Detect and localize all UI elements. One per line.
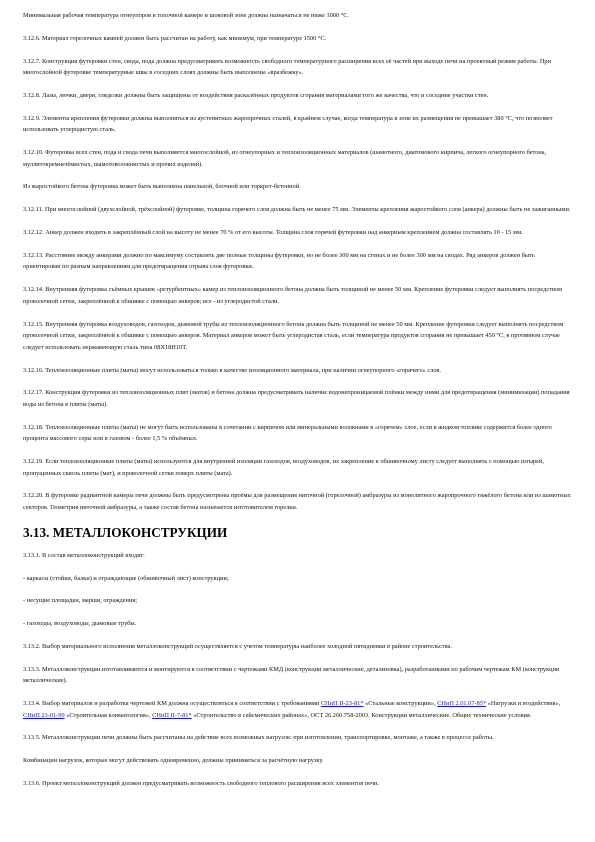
- paragraph-text: 3.13.3. Металлоконструкции изготавливаются и монтируются в соответствии с чертежами КМД (конструкции металлические, детализовка), разработанными по рабочим чертежам КМ (конструкции металлические).: [23, 665, 560, 685]
- paragraph: [23, 90, 573, 102]
- paragraph-text: 3.12.17. Конструкция футеровки из теплоизоляционных плит (матов) и бетона должна предусматривать наличие водонепроницаемой плёнки между ними для предотвращения (минимизации) попадания воды из бетона в плиты (маты).: [23, 389, 570, 408]
- paragraph-text: 3.12.6. Материал горелочных камней должен быть рассчитан на работу, как минимум, при температуре 1500 °С.: [23, 34, 327, 42]
- paragraph: [23, 113, 573, 136]
- paragraph-text: 3.12.19. Если теплоизоляционные плиты (маты) используются для внутренней изоляции газоходов, воздуховодов, их закрепление к обшивочному листу следует выполнять с помощью штырей, пропущенных сквозь плиты (мат), и проволочной сетки поверх плиты (мата).: [23, 458, 544, 477]
- paragraph: [23, 618, 573, 630]
- paragraph-text: 3.12.13. Расстояние между анкерами должно по максимуму составлять две полные толщины футеровки, но не более 300 мм на стенах и не более 300 мм на сводах. Ряд анкеров должен быть ориентирован по разным направлениям для предотвращения отрыва слоя футеровки.: [23, 251, 535, 271]
- paragraph: [23, 641, 573, 653]
- standard-reference-link[interactable]: СНиП 2.01.07-85*: [437, 700, 487, 708]
- paragraph: [23, 550, 573, 562]
- paragraph: [23, 595, 573, 607]
- paragraph: [23, 387, 573, 410]
- paragraph: [23, 365, 573, 377]
- paragraph: [23, 778, 573, 790]
- paragraph: [23, 456, 573, 479]
- paragraph-text: 3.12.10. Футеровка всех стен, пода и свода печи выполняется многослойной, из огнеупорных и теплоизоляционных материалов (шамотного, диатомового кирпича, легкого огнеупорного бетона, муллитокремнезёмистых, шамотоволокнистых и прочих изделий).: [23, 149, 547, 168]
- paragraph: [23, 490, 573, 513]
- standard-reference-link[interactable]: СНиП II-23-81*: [320, 700, 364, 708]
- section-heading: 3.13. МЕТАЛЛОКОНСТРУКЦИИ: [23, 524, 228, 540]
- paragraph: [23, 422, 573, 445]
- paragraph: [23, 732, 573, 744]
- paragraph-text: - газоходы, воздуховоды, дымовые трубы.: [23, 620, 137, 628]
- document-page: [23, 10, 573, 801]
- paragraph-text: - каркасы (стойки, балки) и ограждающие (обшивочный лист) конструкции;: [23, 574, 229, 582]
- paragraph-text: 3.12.8. Лазы, лючки, двери, гляделки должны быть защищены от воздействия раскалённых продуктов сгорания материалами того же качества, что и соседние участки стен.: [23, 91, 489, 99]
- paragraph-text: 3.12.20. В футеровке радиантной камеры печи должны быть предусмотрены проёмы для размещения ниточной (горелочной) амбразуры из монолитного жаропрочного тяжёлого бетона или из шамотных секторов. Геометрия ниточной амбразуры, а также состав бетона назначается изготовителем горелки.: [23, 492, 571, 512]
- standard-reference-link[interactable]: СНиП II-7-81*: [152, 711, 192, 719]
- paragraph: [23, 250, 573, 273]
- paragraph: [23, 755, 573, 767]
- paragraph: [23, 698, 573, 721]
- steel-structures-section: [23, 550, 573, 790]
- paragraph-text: 3.12.11. При многослойной (двухслойной, трёхслойной) футеровке, толщина горячего слоя должна быть не менее 75 мм. Элементы крепления жаростойкого слоя (анкера) должны быть не зажиганными.: [23, 206, 571, 214]
- paragraph-text: 3.12.18. Теплоизоляционные плиты (маты) не могут быть использованы в сочетании с кирпичом или минеральными волокнами в «горячем» слое, если в жидком топливе содержится более одного процента массового серы или в газовом - более 1,5 % объёмных.: [23, 423, 552, 443]
- paragraph-text: Комбинации нагрузок, которые могут действовать одновременно, должны приниматься за расчётную нагрузку.: [23, 757, 324, 765]
- paragraph-text: «Стальные конструкции»,: [363, 700, 438, 708]
- paragraph: [23, 573, 573, 585]
- paragraph: [23, 284, 573, 307]
- paragraph-text: 3.13.4. Выбор материалов и разработка чертежей КМ должна осуществляться в соответствии с требованиями: [23, 700, 321, 708]
- paragraph: [23, 227, 573, 239]
- paragraph: [23, 33, 573, 45]
- paragraph-text: - несущие площадки, марши, ограждения;: [23, 597, 138, 605]
- paragraph-text: 3.12.9. Элементы крепления футеровки должны выполняться из аустенитных жаропрочных сталей, в крайнем случае, когда температура в зоне их размещения не превышает 380 °С, что позволяет использовать углеродистую сталь.: [23, 114, 553, 134]
- paragraph-text: 3.12.12. Анкер должен входить в закреплённый слой на высоту не менее 70 % от его высоты. Толщина слоя горячей футеровки над анкерным креплением должна составлять 10 - 15 мм.: [23, 229, 523, 237]
- paragraph-text: Из жаростойкого бетона футеровка может быть выполнена панельной, блочной или торкрет-бетонной.: [23, 183, 301, 191]
- refractory-section: [23, 10, 573, 514]
- paragraph-text: 3.13.2. Выбор материального исполнения металлоконструкций осуществляется с учетом температуры наиболее холодной пятидневки в районе строительства.: [23, 642, 452, 650]
- paragraph-text: 3.12.14. Внутренняя футеровка съёмных крышек «ретурбентных» камер из теплоизоляционного бетона должна быть толщиной не менее 50 мм. Крепление футеровки следует выполнять посредством проволочной сетки, закреплённой к обшивке с помощью анкеров; все - из углеродистой стали.: [23, 286, 562, 305]
- paragraph: [23, 56, 573, 79]
- paragraph: [23, 181, 573, 193]
- paragraph-text: 3.12.7. Конструкция футеровки стен, свода, пода должна предусматривать возможность свободного температурного расширения всех её частей при выходе печи на проектный режим работы. При многослойной футеровке температурные швы в соседних слоях должны быть выполнены «вразбежку».: [23, 57, 551, 77]
- paragraph-text: «Нагрузки и воздействия»,: [486, 700, 561, 708]
- paragraph-text: 3.13.1. В состав металлоконструкций входят:: [23, 551, 145, 559]
- paragraph: [23, 319, 573, 354]
- paragraph-text: 3.13.5. Металлоконструкции печи должны быть рассчитаны на действие всех возможных нагрузок: при изготовлении, транспортировке, монтаже, а также в процессе работы.: [23, 734, 494, 742]
- standard-reference-link[interactable]: СНиП 23-01-99: [23, 711, 65, 719]
- paragraph-text: 3.12.16. Теплоизоляционные плиты (маты) могут использоваться только в качестве изоляционного материала, при наличии огнеупорного «горячего» слоя.: [23, 366, 441, 374]
- paragraph-text: «Строительная климатология»,: [64, 711, 153, 719]
- paragraph-text: 3.13.6. Проект металлоконструкций должен предусматривать возможность свободного теплового расширения всех элементов печи.: [23, 780, 380, 788]
- paragraph: [23, 664, 573, 687]
- paragraph-text: «Строительство в сейсмических районах», ОСТ 26.260.758-2003. Конструкции металлические. Общие технические условия.: [191, 711, 532, 719]
- paragraph: [23, 204, 573, 216]
- paragraph: [23, 147, 573, 170]
- paragraph-text: Минимальная рабочая температура огнеупоров в топочной камере и шоковой зоне должна назначаться не ниже 1000 °С.: [23, 12, 350, 19]
- paragraph-text: 3.12.15. Внутренняя футеровка воздуховодов, газоходов, дымовой трубы из теплоизоляционного бетона должна быть толщиной не менее 50 мм. Крепление футеровки следует выполнять посредством проволочной сетки, закреплённой к обшивке с помощью анкеров. Материал анкеров может быть углеродистая сталь, если температура продуктов сгорания не превышает 450 °С, в противном случае следует использовать нержавеющую сталь типа 08Х18Н10Т.: [23, 320, 564, 351]
- paragraph: [23, 10, 573, 22]
